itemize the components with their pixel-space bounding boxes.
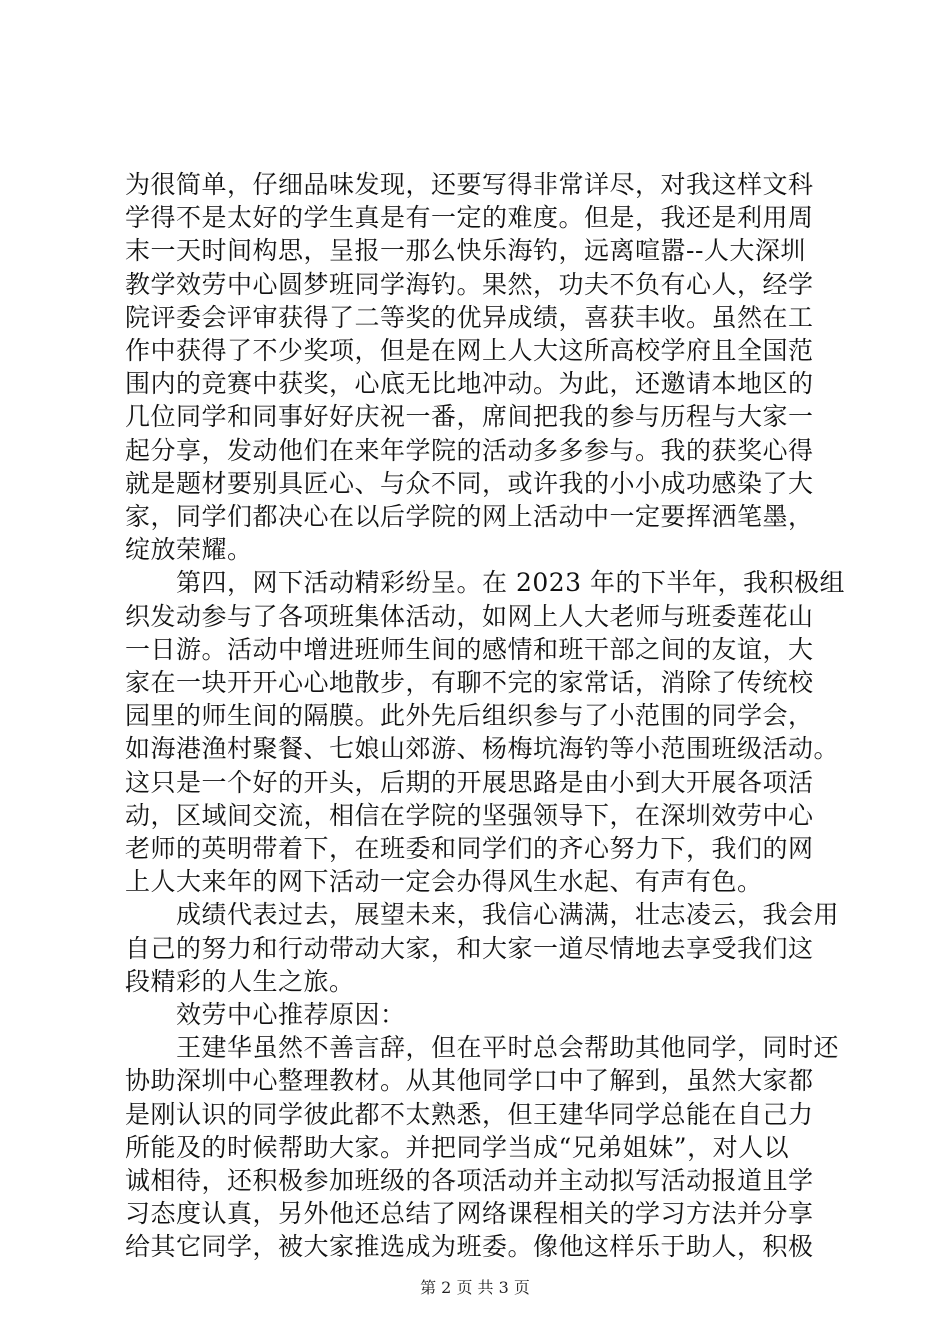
page-number-footer: 第 2 页 共 3 页 — [420, 1278, 530, 1297]
body-text-line: 给其它同学，被大家推选成为班委。像他这样乐于助人，积极 — [125, 1232, 814, 1262]
body-text-line: 习态度认真，另外他还总结了网络课程相关的学习方法并分享 — [125, 1199, 814, 1229]
body-text-line: 教学效劳中心圆梦班同学海钓。果然，功夫不负有心人，经学 — [125, 269, 814, 299]
body-text-line: 王建华虽然不善言辞，但在平时总会帮助其他同学，同时还 — [125, 1033, 840, 1063]
body-text-line: 几位同学和同事好好庆祝一番，席间把我的参与历程与大家一 — [125, 402, 814, 432]
body-text-line: 是刚认识的同学彼此都不太熟悉，但王建华同学总能在自己力 — [125, 1099, 814, 1129]
body-text-line: 织发动参与了各项班集体活动，如网上人大老师与班委莲花山 — [125, 601, 814, 631]
body-text-line: 效劳中心推荐原因： — [125, 1000, 406, 1029]
body-text-line: 段精彩的人生之旅。 — [125, 966, 355, 996]
body-text-line: 一日游。活动中增进班师生间的感情和班干部之间的友谊，大 — [125, 634, 814, 664]
body-text-line: 末一天时间构思，呈报一那么快乐海钓，远离喧嚣--人大深圳 — [125, 236, 806, 266]
body-text-line: 自己的努力和行动带动大家，和大家一道尽情地去享受我们这 — [125, 933, 814, 963]
body-text-line: 如海港渔村聚餐、七娘山郊游、杨梅坑海钓等小范围班级活动。 — [125, 734, 840, 764]
body-text-line: 老师的英明带着下，在班委和同学们的齐心努力下，我们的网 — [125, 834, 814, 863]
body-text-line: 所能及的时候帮助大家。并把同学当成“兄弟姐妹”，对人以 — [125, 1132, 790, 1162]
body-text-line: 为很简单，仔细品味发现，还要写得非常详尽，对我这样文科 — [125, 170, 814, 199]
body-text-line: 诚相待，还积极参加班级的各项活动并主动拟写活动报道且学 — [125, 1166, 814, 1195]
body-text-line: 这只是一个好的开头，后期的开展思路是由小到大开展各项活 — [125, 767, 814, 797]
body-text-line: 围内的竞赛中获奖，心底无比地冲动。为此，还邀请本地区的 — [125, 369, 814, 399]
body-text-line: 起分享，发动他们在来年学院的活动多多参与。我的获奖心得 — [125, 435, 814, 465]
body-text-line: 上人大来年的网下活动一定会办得风生水起、有声有色。 — [125, 867, 763, 897]
body-text-line: 学得不是太好的学生真是有一定的难度。但是，我还是利用周 — [125, 203, 814, 233]
body-text-line: 协助深圳中心整理教材。从其他同学口中了解到，虽然大家都 — [125, 1066, 814, 1096]
body-text-line: 第四，网下活动精彩纷呈。在 2023 年的下半年，我积极组 — [125, 568, 845, 598]
body-text-line: 家，同学们都决心在以后学院的网上活动中一定要挥洒笔墨， — [125, 502, 814, 531]
body-text-line: 动，区域间交流，相信在学院的坚强领导下，在深圳效劳中心 — [125, 800, 814, 830]
body-text-line: 绽放荣耀。 — [125, 535, 253, 565]
body-text-line: 就是题材要别具匠心、与众不同，或许我的小小成功感染了大 — [125, 468, 814, 498]
body-text-line: 作中获得了不少奖项，但是在网上人大这所高校学府且全国范 — [125, 336, 814, 365]
body-text-line: 园里的师生间的隔膜。此外先后组织参与了小范围的同学会， — [125, 701, 814, 731]
body-text-line: 成绩代表过去，展望未来，我信心满满，壮志凌云，我会用 — [125, 900, 840, 930]
body-text-line: 家在一块开开心心地散步，有聊不完的家常话，消除了传统校 — [125, 668, 814, 697]
body-text-line: 院评委会评审获得了二等奖的优异成绩，喜获丰收。虽然在工 — [125, 302, 814, 332]
